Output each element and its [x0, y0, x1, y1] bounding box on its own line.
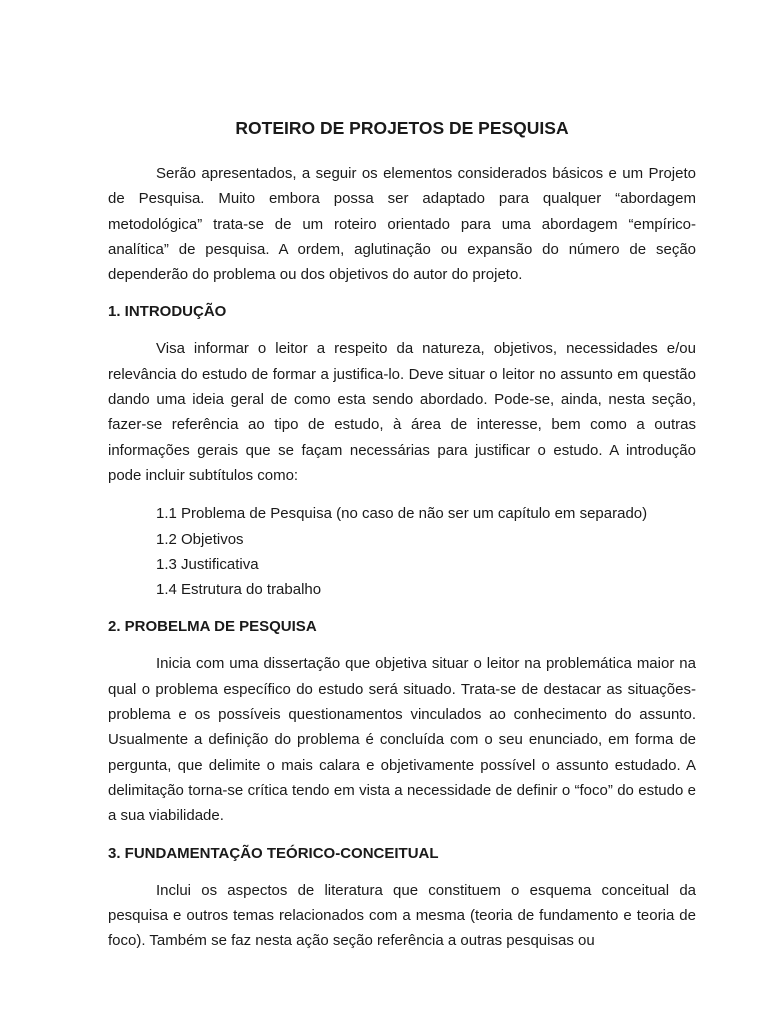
subtopic-item: 1.4 Estrutura do trabalho: [156, 581, 322, 599]
section-heading-introducao: 1. INTRODUÇÃO: [108, 303, 227, 321]
intro-paragraph: Serão apresentados, a seguir os elementos considerados básicos e um Projeto de Pesquisa. Muito embora possa ser adaptado para qualquer “abordagem metodológica” trata-se de um roteiro orientado para uma abordagem “empírico-analítica” de pesquisa. A ordem, aglutinação ou expansão do número de seção dependerão do problema ou dos objetivos do autor do projeto.: [108, 165, 696, 284]
section-paragraph-introducao: Visa informar o leitor a respeito da natureza, objetivos, necessidades e/ou relevância do estudo de formar a justifica-lo. Deve situar o leitor no assunto em questão dando uma ideia geral de como esta sendo abordado. Pode-se, ainda, nesta seção, fazer-se referência ao tipo de estudo, à área de interesse, bem como a outras informações gerais que se façam necessárias para justificar o estudo. A introdução pode incluir subtítulos como:: [108, 340, 696, 484]
subtopic-item: 1.3 Justificativa: [156, 555, 259, 573]
section-heading-problema: 2. PROBELMA DE PESQUISA: [108, 618, 317, 636]
document-page: [108, 116, 696, 953]
section-paragraph-fundamentacao: Inclui os aspectos de literatura que constituem o esquema conceitual da pesquisa e outros temas relacionados com a mesma (teoria de fundamento e teoria de foco). Também se faz nesta ação seção referência a outras pesquisas ou: [108, 881, 696, 950]
section-paragraph-problema: Inicia com uma dissertação que objetiva situar o leitor na problemática maior na qual o problema específico do estudo será situado. Trata-se de destacar as situações-problema e os possíveis questionamentos vinculados ao conhecimento do assunto. Usualmente a definição do problema é concluída com o seu enunciado, em forma de pergunta, que delimite o mais calara e objetivamente possível o assunto estudado. A delimitação torna-se crítica tendo em vista a necessidade de definir o “foco” do estudo e a sua viabilidade.: [108, 655, 696, 825]
page-title: ROTEIRO DE PROJETOS DE PESQUISA: [235, 118, 569, 138]
subtopic-item: 1.2 Objetivos: [156, 530, 244, 548]
section-heading-fundamentacao: 3. FUNDAMENTAÇÃO TEÓRICO-CONCEITUAL: [108, 844, 439, 862]
subtopic-item: 1.1 Problema de Pesquisa (no caso de não ser um capítulo em separado): [156, 505, 648, 523]
subtopic-list: [156, 501, 696, 602]
